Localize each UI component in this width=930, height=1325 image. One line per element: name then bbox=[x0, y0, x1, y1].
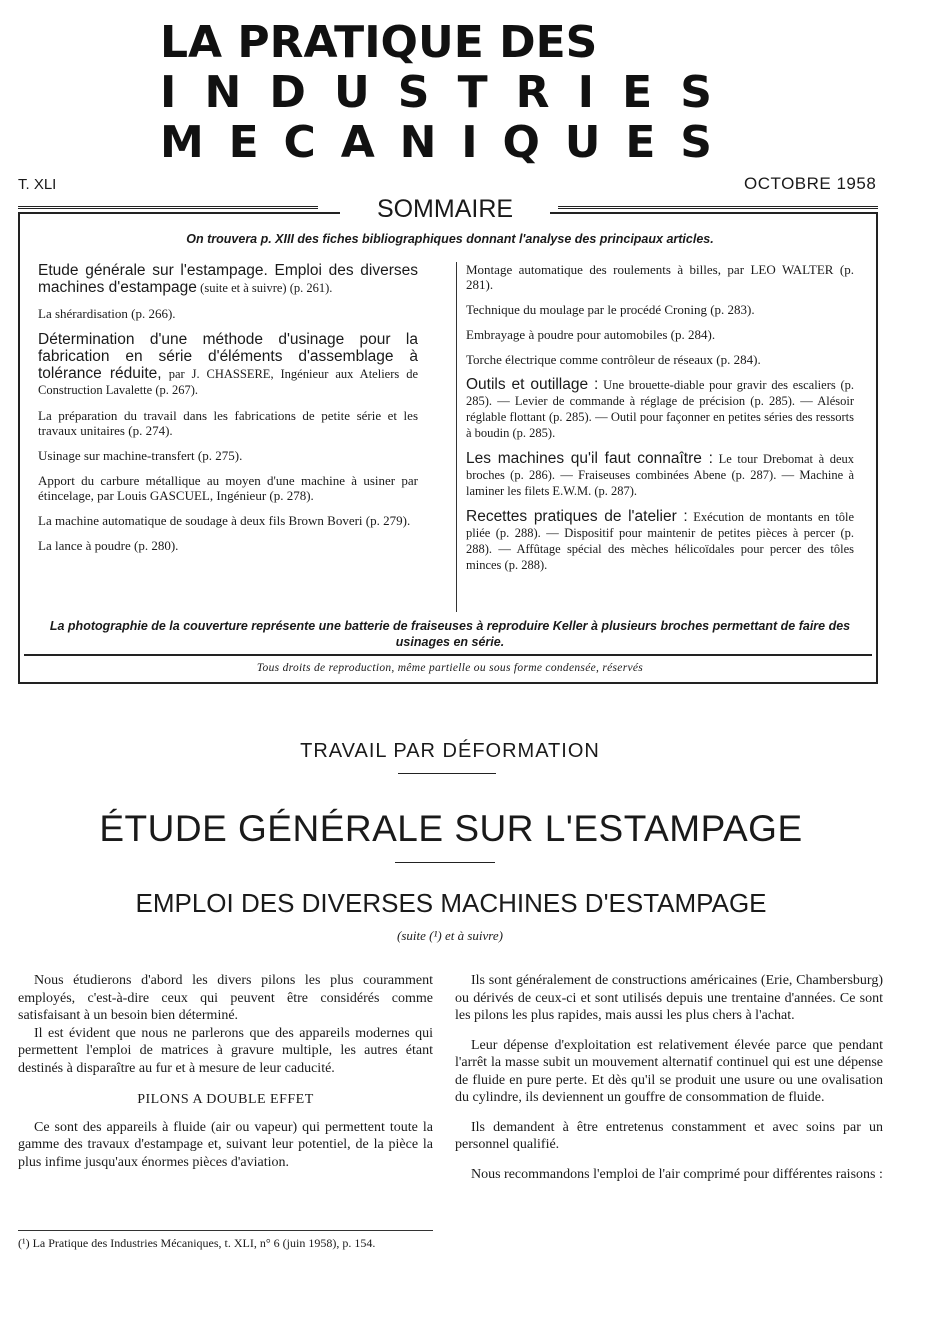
letter: E bbox=[625, 117, 656, 168]
article-title: ÉTUDE GÉNÉRALE SUR L'ESTAMPAGE bbox=[99, 808, 803, 849]
masthead-line-3 bbox=[160, 118, 712, 168]
toc-entry[interactable]: Apport du carbure métallique au moyen d'une machine à usiner par étincelage, par Louis GASCUEL, Ingénieur (p. 278). bbox=[38, 473, 418, 503]
letter: S bbox=[680, 117, 712, 168]
toc-rubric-title: Outils et outillage : bbox=[466, 376, 599, 393]
letter: I bbox=[461, 117, 478, 168]
toc-entry-detail: Une brouette-diable pour gravir des escaliers (p. 285). — Levier de commande à réglage de précision (p. 285). — Alésoir réglable flottant (p. 285). — Outil pour façonner en petites séries des ressorts à boudin (p. 285). bbox=[466, 378, 854, 440]
toc-entry-detail: Le tour Drebomat à deux broches (p. 286). — Fraiseuses combinées Abene (p. 287). — Machine à laminer les filets E.W.M. (p. 287). bbox=[466, 452, 855, 498]
paragraph: Ce sont des appareils à fluide (air ou vapeur) qui permettent toute la gamme des travaux d'estampage et, suivant leur potentiel, de la pièce la plus infime jusqu'aux énormes pièces d'aviation. bbox=[18, 1119, 433, 1170]
toc-entry-detail: (suite et à suivre) (p. 261). bbox=[200, 281, 333, 295]
toc-entry[interactable]: Technique du moulage par le procédé Croning (p. 283). bbox=[466, 302, 755, 317]
toc-entry-title: Détermination d'une méthode d'usinage pour la fabrication en série d'éléments d'assemblage à tolérance réduite, bbox=[38, 331, 418, 382]
issue-date: OCTOBRE 1958 bbox=[744, 174, 877, 193]
letter: M bbox=[160, 117, 204, 168]
toc-entry-title: Etude générale sur l'estampage. Emploi des diverses machines d'estampage bbox=[38, 262, 418, 296]
paragraph: Leur dépense d'exploitation est relativement élevée parce que pendant l'arrêt la masse subit un mouvement alternatif continuel qui est une dépense de fluide en pure perte. Et dès qu'il se produit une usure ou une ovalisation du cylindre, ils deviennent un gouffre de consommation de fluide. bbox=[455, 1037, 883, 1105]
letter: A bbox=[340, 117, 375, 168]
article-right-column bbox=[455, 972, 883, 1195]
paragraph: Nous recommandons l'emploi de l'air comprimé pour différentes raisons : bbox=[471, 1166, 883, 1182]
toc-entry[interactable]: Montage automatique des roulements à billes, par LEO WALTER (p. 281). bbox=[466, 262, 854, 292]
section-label: TRAVAIL PAR DÉFORMATION bbox=[300, 740, 600, 762]
divider bbox=[18, 206, 318, 209]
letter: T bbox=[457, 67, 488, 118]
paragraph: Il est évident que nous ne parlerons que des appareils modernes qui permettent l'emploi de matrices à gravure multiple, les autres étant destinés à disparaître au fur et à mesure de leur caducité. bbox=[18, 1025, 433, 1076]
masthead-line-2 bbox=[160, 68, 712, 118]
divider bbox=[395, 862, 495, 863]
rights-notice: Tous droits de reproduction, même partielle ou sous forme condensée, réservés bbox=[256, 662, 644, 674]
toc-entry-detail: Exécution de montants en tôle pliée (p. 288). — Dispositif pour maintenir de petites pièces à percer (p. 288). — Affûtage spécial des mèches hélicoïdales pour percer des tôles minces (p. 288). bbox=[466, 510, 854, 572]
article-subtitle: EMPLOI DES DIVERSES MACHINES D'ESTAMPAGE bbox=[135, 888, 767, 918]
letter: S bbox=[397, 67, 430, 118]
paragraph: Nous étudierons d'abord les divers pilons les plus couramment employés, c'est-à-dire ceux qui peuvent être considérés comme satisfaisant à un besoin bien déterminé. bbox=[18, 973, 433, 1023]
toc-entry[interactable]: La machine automatique de soudage à deux fils Brown Boveri (p. 279). bbox=[38, 513, 411, 528]
letter: C bbox=[283, 117, 316, 168]
toc-entry[interactable] bbox=[38, 331, 418, 398]
letter: U bbox=[333, 67, 370, 118]
paragraph: Ils demandent à être entretenus constamment et avec soins par un personnel qualifié. bbox=[455, 1119, 883, 1152]
article-suite: (suite (¹) et à suivre) bbox=[397, 928, 503, 943]
sommaire-right-column bbox=[466, 262, 854, 583]
toc-entry[interactable]: Embrayage à poudre pour automobiles (p. 284). bbox=[466, 327, 716, 342]
toc-entry-detail: par J. CHASSERE, Ingénieur aux Ateliers de Construction Lavalette (p. 267). bbox=[38, 367, 418, 397]
toc-entry[interactable] bbox=[466, 451, 854, 499]
footnote-rule bbox=[18, 1230, 433, 1231]
footnote: (¹) La Pratique des Industries Mécaniques, t. XLI, n° 6 (juin 1958), p. 154. bbox=[18, 1236, 376, 1250]
paragraph: Ils sont généralement de constructions américaines (Erie, Chambersburg) ou dérivés de ceux-ci et sont utilisés depuis une trentaine d'années. Ce sont les pilons les plus rapides, mais aussi les plus chers à l'achat. bbox=[455, 973, 883, 1023]
toc-entry[interactable]: La shérardisation (p. 266). bbox=[38, 306, 176, 321]
article-left-column bbox=[18, 972, 433, 1171]
divider bbox=[24, 654, 872, 656]
column-divider bbox=[456, 262, 457, 612]
letter: E bbox=[622, 67, 653, 118]
sommaire-left-column bbox=[38, 262, 418, 563]
letter: R bbox=[515, 67, 550, 118]
sommaire-title: SOMMAIRE bbox=[340, 195, 550, 224]
letter: U bbox=[564, 117, 601, 168]
toc-entry[interactable] bbox=[466, 377, 854, 441]
volume-number: T. XLI bbox=[18, 176, 57, 193]
toc-rubric-title: Recettes pratiques de l'atelier : bbox=[466, 508, 688, 525]
toc-entry[interactable]: Torche électrique comme contrôleur de réseaux (p. 284). bbox=[466, 352, 761, 367]
divider bbox=[398, 773, 496, 774]
toc-entry[interactable]: La lance à poudre (p. 280). bbox=[38, 538, 179, 553]
letter: D bbox=[269, 67, 306, 118]
cover-caption: La photographie de la couverture représente une batterie de fraiseuses à reproduire Keller à plusieurs broches permettant de faire des usinages en série. bbox=[49, 619, 851, 649]
toc-entry[interactable] bbox=[466, 509, 854, 573]
toc-entry[interactable]: La préparation du travail dans les fabrications de petite série et les travaux unitaires (p. 274). bbox=[38, 408, 418, 438]
letter: I bbox=[160, 67, 177, 118]
letter: I bbox=[577, 67, 594, 118]
letter: S bbox=[680, 67, 712, 118]
toc-rubric-title: Les machines qu'il faut connaître : bbox=[466, 450, 713, 467]
divider bbox=[558, 206, 878, 209]
masthead-line-1: LA PRATIQUE DES bbox=[160, 17, 598, 68]
sommaire-intro: On trouvera p. XIII des fiches bibliographiques donnant l'analyse des principaux articles. bbox=[186, 232, 714, 246]
letter: Q bbox=[502, 117, 540, 168]
letter: E bbox=[228, 117, 259, 168]
letter: N bbox=[399, 117, 437, 168]
toc-entry[interactable] bbox=[38, 262, 418, 296]
subheading: PILONS A DOUBLE EFFET bbox=[137, 1092, 314, 1107]
letter: N bbox=[204, 67, 242, 118]
toc-entry[interactable]: Usinage sur machine-transfert (p. 275). bbox=[38, 448, 243, 463]
masthead bbox=[160, 18, 720, 168]
